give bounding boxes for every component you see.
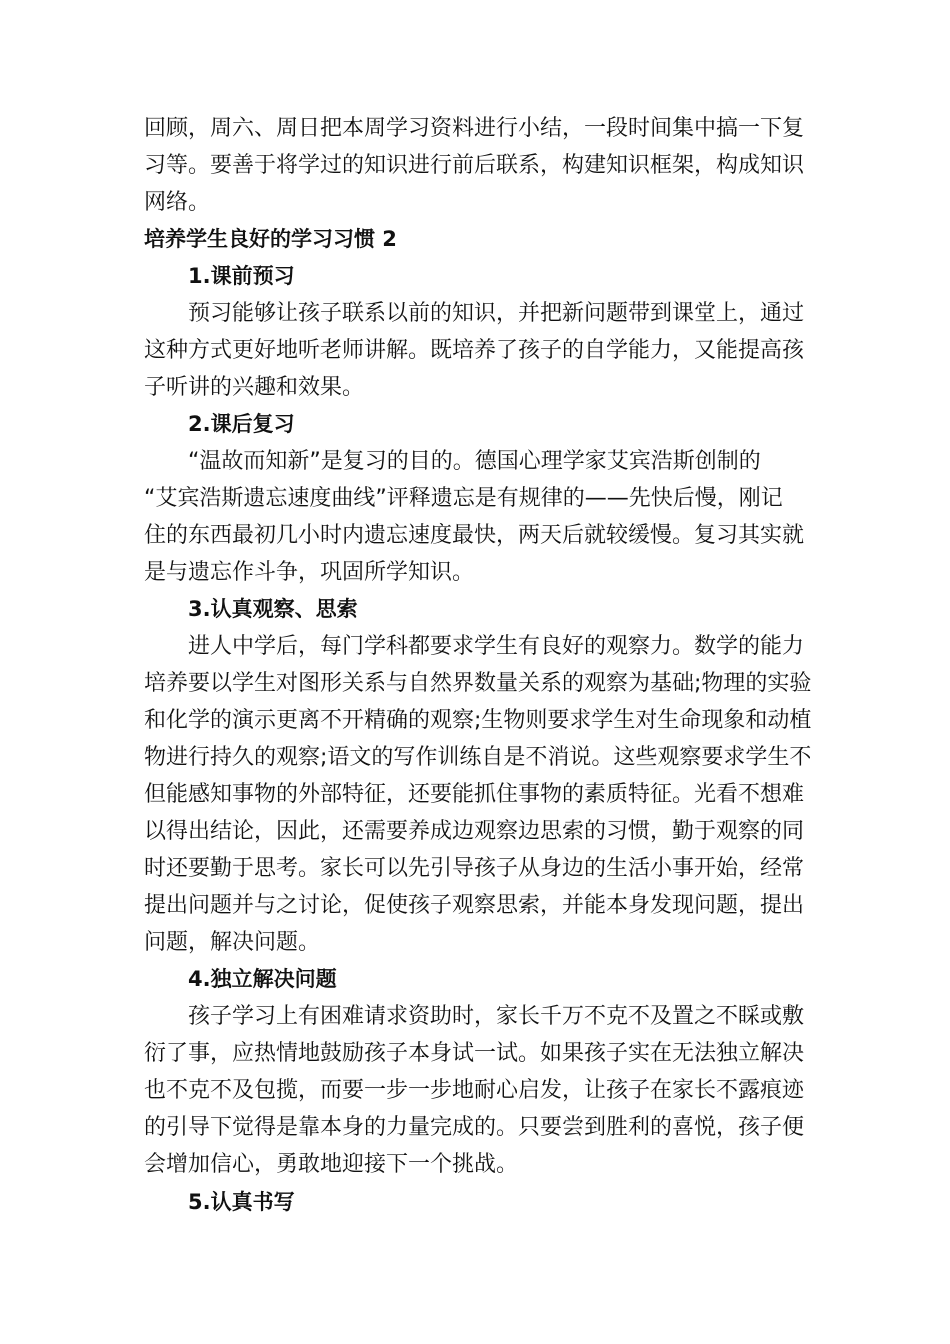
- paragraph-line: 培养要以学生对图形关系与自然界数量关系的观察为基础;物理的实验: [144, 671, 812, 696]
- section-3: [144, 591, 810, 961]
- paragraph-line: 孩子学习上有困难请求资助时，家长千万不克不及置之不睬或敷: [188, 1004, 805, 1029]
- section-heading: 5.认真书写: [188, 1190, 295, 1214]
- section-title: 培养学生良好的学习习惯 2: [144, 227, 397, 251]
- paragraph-line: 住的东西最初几小时内遗忘速度最快，两天后就较缓慢。复习其实就: [144, 523, 805, 548]
- paragraph-line: “艾宾浩斯遗忘速度曲线”评释遗忘是有规律的——先快后慢，刚记: [144, 486, 783, 511]
- section-heading: 3.认真观察、思索: [188, 597, 358, 621]
- paragraph-line: 衍了事，应热情地鼓励孩子本身试一试。如果孩子实在无法独立解决: [144, 1041, 805, 1066]
- paragraph-line: 物进行持久的观察;语文的写作训练自是不消说。这些观察要求学生不: [144, 745, 812, 770]
- paragraph-line: 预习能够让孩子联系以前的知识，并把新问题带到课堂上，通过: [188, 301, 805, 326]
- section-heading: 4.独立解决问题: [188, 967, 337, 991]
- paragraph-line: 会增加信心，勇敢地迎接下一个挑战。: [144, 1152, 519, 1177]
- paragraph-line: 但能感知事物的外部特征，还要能抓住事物的素质特征。光看不想难: [144, 782, 805, 807]
- paragraph-line: 问题，解决问题。: [144, 930, 321, 955]
- paragraph-line: 的引导下觉得是靠本身的力量完成的。只要尝到胜利的喜悦，孩子便: [144, 1115, 805, 1140]
- intro-line: 网络。: [144, 190, 211, 215]
- paragraph-line: 子听讲的兴趣和效果。: [144, 375, 365, 400]
- section-heading: 1.课前预习: [188, 264, 295, 288]
- section-heading: 2.课后复习: [188, 412, 295, 436]
- intro-line: 回顾，周六、周日把本周学习资料进行小结，一段时间集中搞一下复: [144, 116, 805, 141]
- paragraph-line: 和化学的演示更离不开精确的观察;生物则要求学生对生命现象和动植: [144, 708, 812, 733]
- section-2: [144, 406, 810, 591]
- section-1: [144, 258, 810, 406]
- intro-paragraph: [144, 110, 810, 221]
- paragraph-line: 提出问题并与之讨论，促使孩子观察思索，并能本身发现问题，提出: [144, 893, 805, 918]
- paragraph-line: “温故而知新”是复习的目的。德国心理学家艾宾浩斯创制的: [188, 449, 761, 474]
- paragraph-line: 时还要勤于思考。家长可以先引导孩子从身边的生活小事开始，经常: [144, 856, 805, 881]
- paragraph-line: 以得出结论，因此，还需要养成边观察边思索的习惯，勤于观察的同: [144, 819, 805, 844]
- section-4: [144, 961, 810, 1183]
- paragraph-line: 是与遗忘作斗争，巩固所学知识。: [144, 560, 475, 585]
- paragraph-line: 也不克不及包揽，而要一步一步地耐心启发，让孩子在家长不露痕迹: [144, 1078, 805, 1103]
- intro-line: 习等。要善于将学过的知识进行前后联系，构建知识框架，构成知识: [144, 153, 805, 178]
- paragraph-line: 进人中学后，每门学科都要求学生有良好的观察力。数学的能力: [188, 634, 805, 659]
- document-page: [144, 110, 810, 1221]
- section-5: [144, 1184, 810, 1221]
- paragraph-line: 这种方式更好地听老师讲解。既培养了孩子的自学能力，又能提高孩: [144, 338, 805, 363]
